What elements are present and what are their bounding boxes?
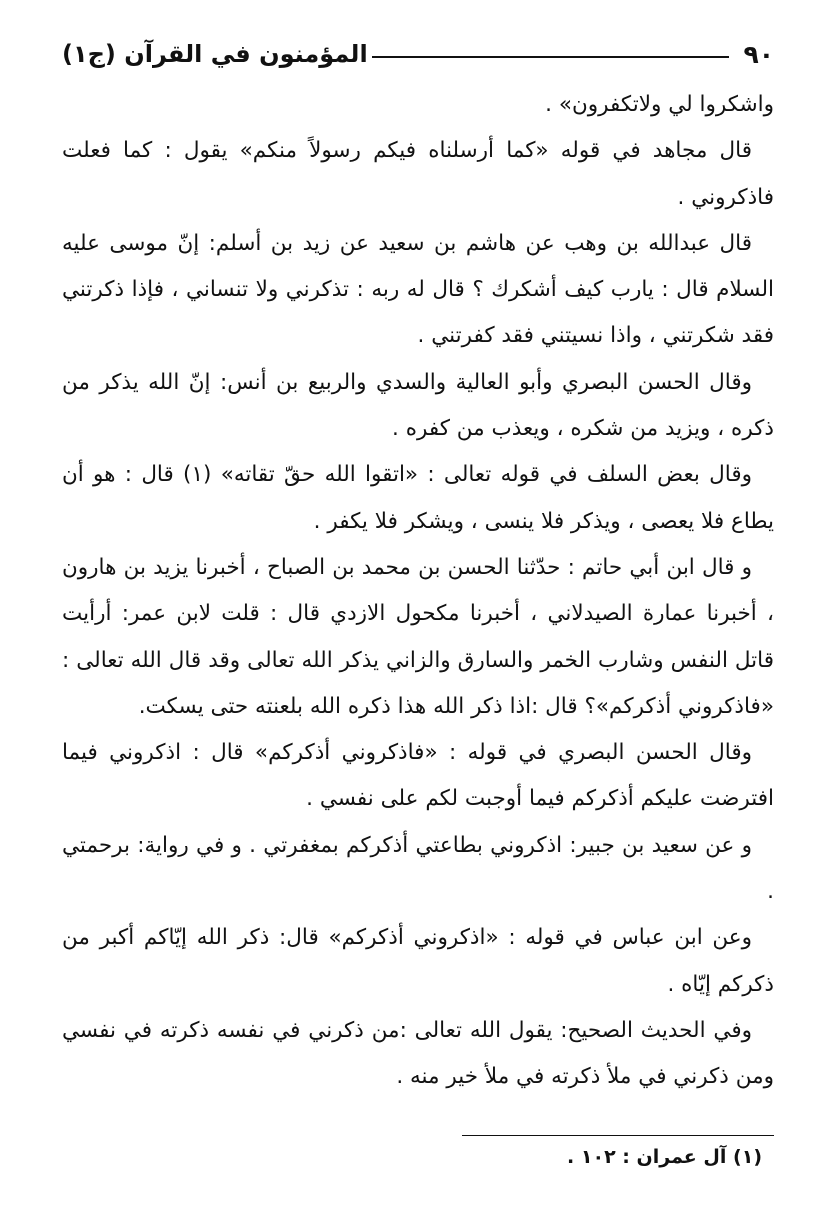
page-number: ٩٠ [743, 39, 774, 69]
paragraph: قال مجاهد في قوله «كما أرسلناه فيكم رسولاً منكم» يقول : كما فعلت فاذكروني . [62, 138, 774, 210]
running-title: المؤمنون في القرآن (ج١) [62, 40, 368, 68]
paragraph: وعن ابن عباس في قوله : «اذكروني أذكركم» قال: ذكر الله إيّاكم أكبر من ذكركم إيّاه . [62, 925, 774, 997]
paragraph: و قال ابن أبي حاتم : حدّثنا الحسن بن محمد بن الصباح ، أخبرنا يزيد بن هارون ، أخبرنا عمارة الصيدلاني ، أخبرنا مكحول الازدي قال : قلت لابن عمر: أرأيت قاتل النفس وشارب الخمر والسارق والزاني يذكر الله تعالى وقد قال الله تعالى : «فاذكروني أذكركم»؟ قال :اذا ذكر الله هذا ذكره الله بلعنته حتى يسكت. [62, 554, 774, 719]
page-header [62, 32, 774, 76]
paragraph: واشكروا لي ولاتكفرون» . [545, 92, 774, 117]
paragraph: و عن سعيد بن جبير: اذكروني بطاعتي أذكركم بمغفرتي . و في رواية: برحمتي . [62, 832, 774, 905]
footnote-rule [462, 1135, 774, 1136]
footnote: (١) آل عمران : ١٠٢ . [567, 1146, 762, 1168]
paragraph: وقال الحسن البصري وأبو العالية والسدي والربيع بن أنس: إنّ الله يذكر من ذكره ، ويزيد من شكره ، ويعذب من كفره . [62, 369, 774, 442]
paragraph: وفي الحديث الصحيح: يقول الله تعالى :من ذكرني في نفسه ذكرته في نفسي ومن ذكرني في ملأ ذكرته في ملأ خير منه . [62, 1017, 774, 1090]
paragraph: قال عبدالله بن وهب عن هاشم بن سعيد عن زيد بن أسلم: إنّ موسى عليه السلام قال : يارب كيف أشكرك ؟ قال له ربه : تذكرني ولا تنساني ، فإذا ذكرتني فقد شكرتني ، واذا نسيتني فقد كفرتني . [62, 230, 774, 349]
paragraph: وقال الحسن البصري في قوله : «فاذكروني أذكركم» قال : اذكروني فيما افترضت عليكم أذكركم فيما أوجبت لكم على نفسي . [62, 740, 774, 812]
header-rule [372, 56, 730, 58]
body-text [62, 82, 774, 1101]
paragraph: وقال بعض السلف في قوله تعالى : «اتقوا الله حقّ تقاته» (١) قال : هو أن يطاع فلا يعصى ، ويذكر فلا ينسى ، ويشكر فلا يكفر . [62, 462, 774, 534]
